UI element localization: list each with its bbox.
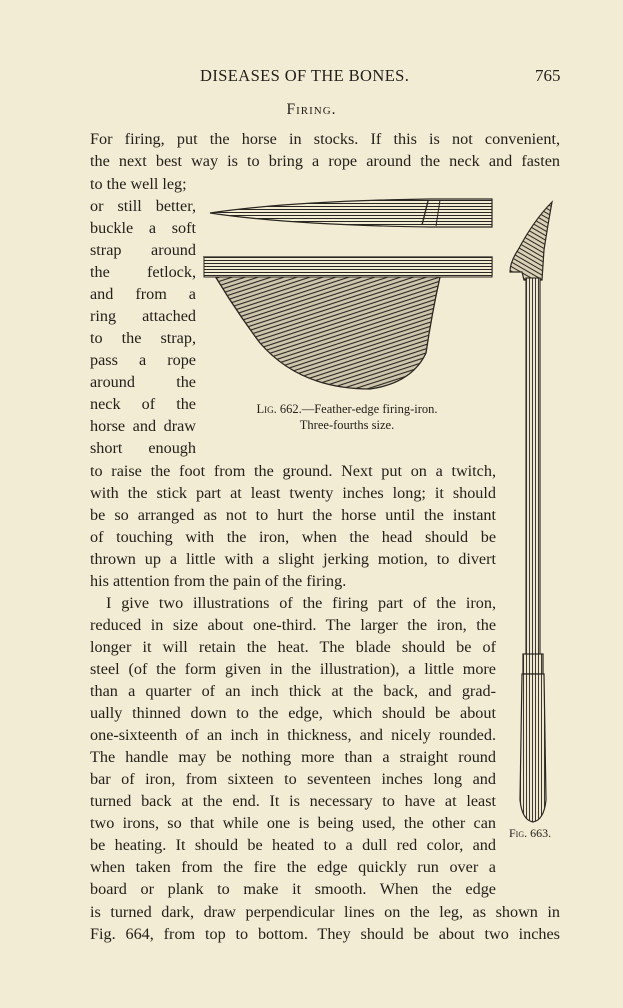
figure-662-label: Lig. 662. — [256, 402, 302, 416]
body-line: The handle may be nothing more than a straight round — [90, 748, 496, 766]
figure-662-scale: Three-fourths size. — [299, 418, 395, 432]
body-line: thrown up a little with a slight jerking motion, to divert — [90, 550, 496, 568]
body-line: the next best way is to bring a rope around the neck and fasten — [90, 152, 560, 170]
body-line: short enough — [90, 439, 196, 457]
body-line: or still better, — [90, 197, 196, 215]
body-line: when taken from the fire the edge quickly run over a — [90, 858, 496, 876]
body-line: reduced in size about one-third. The larger the iron, the — [90, 616, 496, 634]
section-title: Firing. — [286, 101, 337, 118]
body-line: turned back at the end. It is necessary to have at least — [90, 792, 496, 810]
body-line: longer it will retain the heat. The blade should be of — [90, 638, 496, 656]
page-number: 765 — [535, 66, 561, 85]
body-line: to raise the foot from the ground. Next put on a twitch, — [90, 462, 496, 480]
body-line: pass a rope — [90, 351, 196, 369]
body-line: around the — [90, 373, 196, 391]
body-line: than a quarter of an inch thick at the back, and grad- — [90, 682, 496, 700]
body-line: is turned dark, draw perpendicular lines on the leg, as shown in — [90, 903, 560, 921]
body-line: be heating. It should be heated to a dull red color, and — [90, 836, 496, 854]
body-line: neck of the — [90, 395, 196, 413]
body-line: two irons, so that while one is being used, the other can — [90, 814, 496, 832]
body-line: to the well leg; — [90, 175, 187, 193]
body-line: one-sixteenth of an inch in thickness, and nicely rounded. — [90, 726, 496, 744]
body-line: of touching with the iron, when the head should be — [90, 528, 496, 546]
figure-662-caption — [232, 401, 462, 433]
body-line: ually thinned down to the edge, which should be about — [90, 704, 496, 722]
figure-663-illustration — [504, 200, 560, 830]
body-line: his attention from the pain of the firing. — [90, 572, 347, 590]
body-line: bar of iron, from sixteen to seventeen inches long and — [90, 770, 496, 788]
figure-662-illustration — [200, 193, 496, 413]
body-line: Fig. 664, from top to bottom. They should be about two inches — [90, 925, 560, 943]
figure-663-label: Fig. 663. — [509, 826, 552, 840]
running-head: DISEASES OF THE BONES. — [200, 66, 410, 85]
body-line: strap around — [90, 241, 196, 259]
iron-edge-view — [210, 199, 492, 227]
body-line: For firing, put the horse in stocks. If this is not convenient, — [90, 130, 560, 148]
body-line: ring attached — [90, 307, 196, 325]
body-line: with the stick part at least twenty inches long; it should — [90, 484, 496, 502]
body-line: the fetlock, — [90, 263, 196, 281]
body-line: steel (of the form given in the illustration), a little more — [90, 660, 496, 678]
body-line: horse and draw — [90, 417, 196, 435]
body-line: board or plank to make it smooth. When the edge — [90, 880, 496, 898]
body-line: and from a — [90, 285, 196, 303]
body-line: be so arranged as not to hurt the horse until the instant — [90, 506, 496, 524]
body-line: I give two illustrations of the firing part of the iron, — [106, 594, 496, 612]
body-line: to the strap, — [90, 329, 196, 347]
body-line: buckle a soft — [90, 219, 196, 237]
figure-662-title: —Feather-edge firing-iron. — [301, 402, 438, 416]
